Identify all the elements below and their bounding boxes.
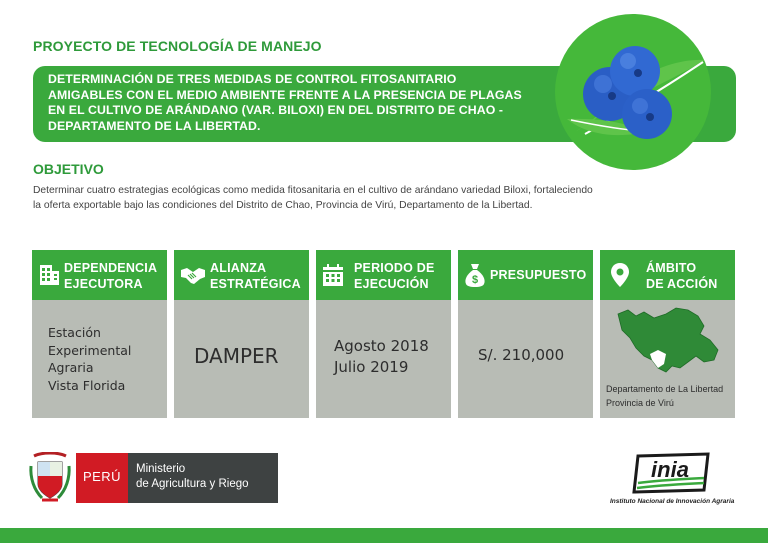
project-label: PROYECTO DE TECNOLOGÍA DE MANEJO	[33, 38, 322, 54]
inia-logo	[630, 452, 714, 496]
card-title: DEPENDENCIA EJECUTORA	[64, 261, 158, 291]
banner-title: DETERMINACIÓN DE TRES MEDIDAS DE CONTROL FITOSANITARIO AMIGABLES CON EL MEDIO AMBIENTE FRENTE A LA PRESENCIA DE PLAGAS EN EL CULTIVO DE ARÁNDANO (VAR. BILOXI) EN DEL DISTRITO DE CHAO - DEPARTAMENTO DE LA LIBERTAD.	[48, 72, 522, 133]
card-presupuesto	[458, 250, 593, 418]
card-content: S/. 210,000	[478, 346, 565, 364]
card-title: PRESUPUESTO	[490, 268, 587, 282]
card-content: Agosto 2018 Julio 2019	[334, 337, 429, 376]
ministry-line2: de Agricultura y Riego	[136, 478, 249, 490]
ministry-line1: Ministerio	[136, 463, 186, 475]
blueberry-icon	[555, 14, 711, 170]
card-title: ÁMBITO DE ACCIÓN	[646, 261, 718, 291]
card-ambito	[600, 250, 735, 418]
peru-label-box	[76, 453, 128, 503]
card-dependencia	[32, 250, 167, 418]
svg-text:$: $	[471, 274, 479, 286]
svg-text:REPÚBLICA DEL PERÚ: REPÚBLICA DEL PERÚ	[32, 458, 68, 462]
card-content: Departamento de La Libertad Provincia de Virú	[606, 384, 724, 408]
card-periodo	[316, 250, 451, 418]
svg-text:inia: inia	[651, 457, 689, 482]
region-map-icon	[614, 306, 724, 374]
location-pin-icon	[610, 262, 630, 288]
ministry-box	[128, 453, 278, 503]
objective-text: Determinar cuatro estrategias ecológicas como medida fitosanitaria en el cultivo de arándano variedad Biloxi, fortaleciendo la oferta exportable bajo las condiciones del Distrito de Chao, Provincia de Virú, Departamento de la Libertad.	[33, 185, 593, 211]
peru-label: PERÚ	[82, 469, 122, 484]
blueberry-illustration	[555, 14, 711, 170]
card-content: DAMPER	[194, 344, 279, 368]
handshake-icon	[180, 264, 206, 286]
card-title: ALIANZA ESTRATÉGICA	[210, 261, 301, 291]
card-title: PERIODO DE EJECUCIÓN	[354, 261, 435, 291]
card-content: Estación Experimental Agraria Vista Florida	[48, 325, 132, 393]
building-icon	[38, 261, 60, 287]
inia-caption: Instituto Nacional de Innovación Agraria	[610, 498, 735, 505]
footer-bar	[0, 528, 768, 543]
card-alianza	[174, 250, 309, 418]
money-bag-icon	[464, 262, 486, 288]
calendar-icon	[322, 262, 344, 288]
peru-crest-icon	[28, 452, 72, 504]
objective-title: OBJETIVO	[33, 161, 104, 177]
